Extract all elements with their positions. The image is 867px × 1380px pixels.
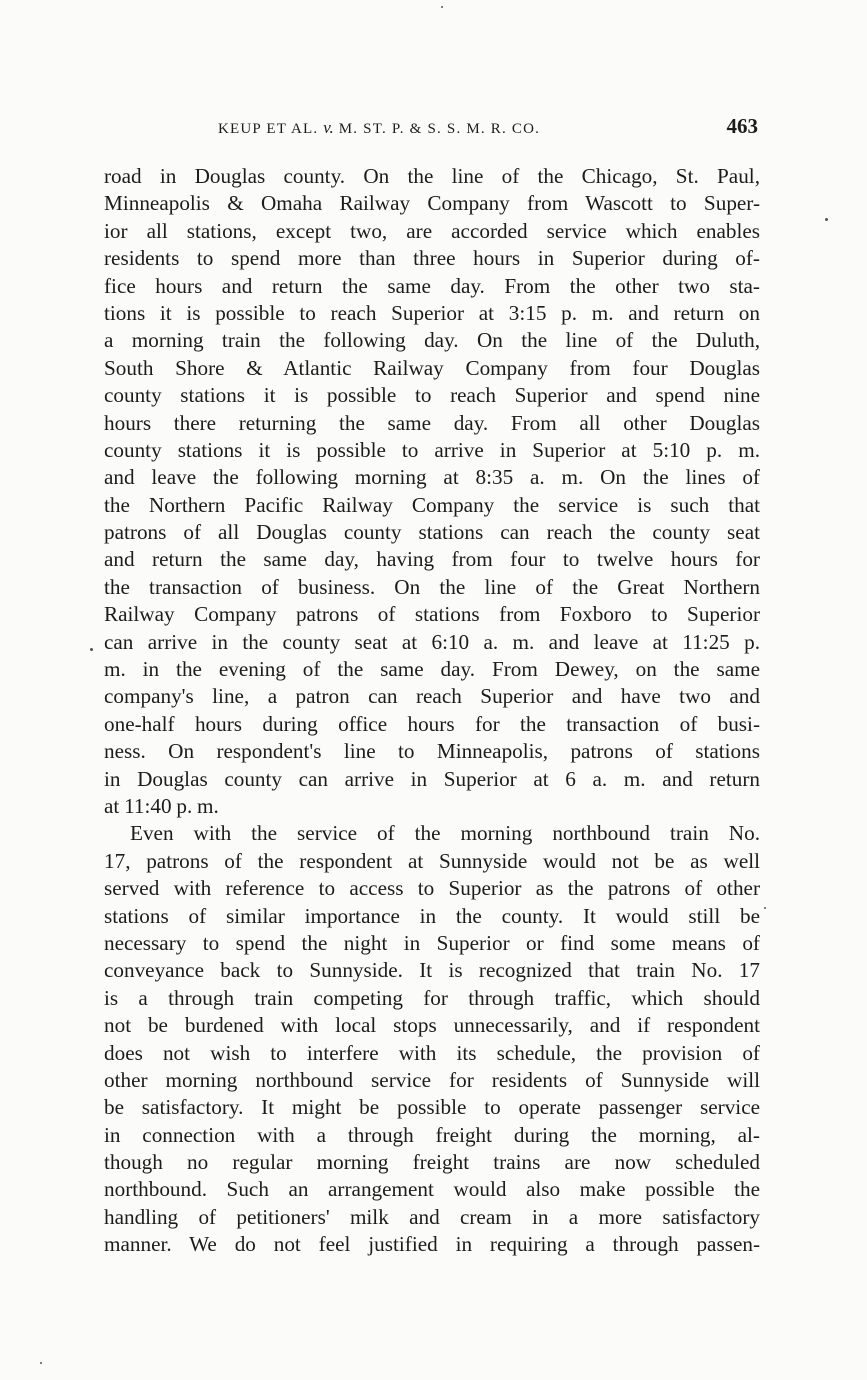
text-line: handling of petitioners' milk and cream in a more satisfactory xyxy=(104,1204,760,1229)
text-line: and return the same day, having from four to twelve hours for xyxy=(104,547,760,572)
text-line: necessary to spend the night in Superior or find some means of xyxy=(104,930,760,955)
running-header xyxy=(106,114,760,142)
text-line: other morning northbound service for residents of Sunnyside will xyxy=(104,1067,760,1092)
text-line: Minneapolis & Omaha Railway Company from Wascott to Super- xyxy=(104,191,760,216)
text-line: Railway Company patrons of stations from Foxboro to Superior xyxy=(104,602,760,627)
text-line: is a through train competing for through traffic, which should xyxy=(104,985,760,1010)
text-line: m. in the evening of the same day. From Dewey, on the same xyxy=(104,657,760,682)
scan-speck xyxy=(441,6,443,8)
text-line: road in Douglas county. On the line of the Chicago, St. Paul, xyxy=(104,164,760,188)
running-head-railway: M. ST. P. & S. S. M. R. CO. xyxy=(338,121,541,137)
scan-speck xyxy=(90,648,93,651)
text-line: northbound. Such an arrangement would also make possible the xyxy=(104,1177,760,1202)
text-line: a morning train the following day. On the line of the Duluth, xyxy=(104,328,760,353)
text-line: South Shore & Atlantic Railway Company from four Douglas xyxy=(104,355,760,380)
text-line: in connection with a through freight during the morning, al- xyxy=(104,1122,760,1147)
text-line: in Douglas county can arrive in Superior at 6 a. m. and return xyxy=(104,766,760,791)
text-line: ness. On respondent's line to Minneapolis, patrons of stations xyxy=(104,739,760,764)
text-line: 17, patrons of the respondent at Sunnyside would not be as well xyxy=(104,848,760,873)
text-line: residents to spend more than three hours in Superior during of- xyxy=(104,246,760,271)
text-line: county stations it is possible to arrive in Superior at 5:10 p. m. xyxy=(104,437,760,462)
text-line: the Northern Pacific Railway Company the service is such that xyxy=(104,492,760,517)
text-line: though no regular morning freight trains are now scheduled xyxy=(104,1150,760,1175)
running-head-parties: KEUP ET AL. xyxy=(218,121,319,137)
text-line: be satisfactory. It might be possible to operate passenger service xyxy=(104,1095,760,1120)
text-line: tions it is possible to reach Superior at 3:15 p. m. and return on xyxy=(104,300,760,325)
text-line: conveyance back to Sunnyside. It is recognized that train No. 17 xyxy=(104,958,760,983)
text-line: county stations it is possible to reach Superior and spend nine xyxy=(104,383,760,408)
text-line: stations of similar importance in the county. It would still be xyxy=(104,903,760,928)
running-head-versus: v. xyxy=(323,118,334,137)
text-line: not be burdened with local stops unnecessarily, and if respondent xyxy=(104,1013,760,1038)
text-line: ior all stations, except two, are accorded service which enables xyxy=(104,218,760,243)
text-line: company's line, a patron can reach Superior and have two and xyxy=(104,684,760,709)
text-line: fice hours and return the same day. From the other two sta- xyxy=(104,273,760,298)
scan-speck xyxy=(40,1362,42,1364)
text-line: manner. We do not feel justified in requiring a through passen- xyxy=(104,1232,760,1257)
running-head-title xyxy=(218,118,540,138)
text-line: can arrive in the county seat at 6:10 a. m. and leave at 11:25 p. xyxy=(104,629,760,654)
text-line: does not wish to interfere with its schedule, the provision of xyxy=(104,1040,760,1065)
text-line: Even with the service of the morning northbound train No. xyxy=(130,821,760,846)
text-line: patrons of all Douglas county stations can reach the county seat xyxy=(104,520,760,545)
body-text xyxy=(104,163,760,1259)
text-line: and leave the following morning at 8:35 a. m. On the lines of xyxy=(104,465,760,490)
text-line: served with reference to access to Superior as the patrons of other xyxy=(104,876,760,901)
text-line: the transaction of business. On the line of the Great Northern xyxy=(104,574,760,599)
page-number: 463 xyxy=(726,114,758,138)
scan-speck xyxy=(764,907,766,909)
text-line: hours there returning the same day. From all other Douglas xyxy=(104,410,760,435)
text-line: one-half hours during office hours for the transaction of busi- xyxy=(104,711,760,736)
text-line: at 11:40 p. m. xyxy=(104,793,219,818)
scan-speck xyxy=(825,218,828,221)
